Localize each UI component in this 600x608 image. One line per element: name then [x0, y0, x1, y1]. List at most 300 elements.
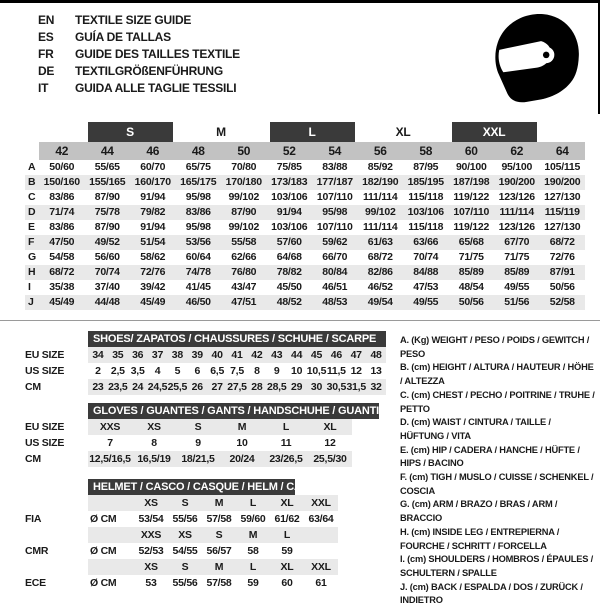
table-cell: 87/90: [231, 206, 257, 218]
table-cell: 35: [112, 349, 124, 361]
table-cell: 50/56: [458, 296, 484, 308]
table-cell: XS: [144, 561, 158, 573]
size-group-XXL: XXL: [452, 122, 537, 142]
table-cell: 28: [251, 381, 263, 393]
table-cell: 45/49: [49, 296, 75, 308]
table-cell: 60/64: [185, 251, 211, 263]
table-cell: 7,5: [230, 365, 244, 377]
table-cell: 18/21,5: [181, 453, 215, 465]
language-row: [38, 46, 240, 63]
table-cell: 11: [280, 437, 292, 449]
table-row: [25, 363, 386, 379]
table-cell: 25,5: [167, 381, 188, 393]
legend-item: J. (cm) BACK / ESPALDA / DOS / ZURÜCK / INDIETRO: [400, 581, 583, 606]
language-code: IT: [38, 81, 49, 95]
table-cell: 24: [132, 381, 144, 393]
table-cell: [88, 527, 134, 543]
size-group-blank: [543, 122, 583, 142]
table-cell: 29: [291, 381, 303, 393]
size-header-cell: 56: [358, 142, 404, 160]
table-cell: 74/78: [185, 266, 211, 278]
table-cell: 83/86: [185, 206, 211, 218]
table-cell: [304, 543, 338, 559]
table-row: [25, 543, 338, 559]
table-cell: 67/70: [504, 236, 530, 248]
table-cell: 85/89: [458, 266, 484, 278]
table-cell: 23,5: [108, 381, 128, 393]
row-cells: [88, 495, 338, 511]
shoes-table-title: SHOES/ ZAPATOS / CHAUSSURES / SCHUHE / SCARPE: [88, 331, 386, 347]
row-cells: [88, 435, 352, 451]
table-cell: 59/62: [322, 236, 348, 248]
table-cell: 103/106: [271, 221, 308, 233]
table-cell: 50/56: [549, 281, 575, 293]
table-cell: 10: [291, 365, 303, 377]
table-cell: 49/55: [504, 281, 530, 293]
table-cell: 85/89: [504, 266, 530, 278]
table-cell: 7: [107, 437, 113, 449]
table-cell: 57/58: [206, 513, 232, 525]
table-cell: S: [181, 497, 189, 509]
table-cell: 47/50: [49, 236, 75, 248]
language-title: TEXTILE SIZE GUIDE: [75, 13, 192, 27]
table-cell: L: [283, 529, 291, 541]
table-cell: 165/175: [180, 176, 217, 188]
table-cell: 35/38: [49, 281, 75, 293]
legend-item: E. (cm) HIP / CADERA / HANCHE / HÜFTE / HIPS / BACINO: [400, 444, 580, 469]
language-title: GUIDE DES TAILLES TEXTILE: [75, 47, 240, 61]
helmet-table-title: HELMET / CASCO / CASQUE / HELM / CASCO: [88, 479, 295, 495]
table-cell: 57/60: [276, 236, 302, 248]
size-group-blank: [42, 122, 82, 142]
table-cell: 87/91: [549, 266, 575, 278]
table-cell: 119/122: [453, 221, 490, 233]
table-cell: L: [249, 561, 257, 573]
size-group-M: M: [216, 125, 226, 139]
table-cell: 39/42: [140, 281, 166, 293]
language-code: EN: [38, 13, 55, 27]
table-cell: 58/62: [140, 251, 166, 263]
size-header-cell: 52: [267, 142, 313, 160]
table-cell: S: [215, 529, 223, 541]
table-cell: 177/187: [316, 176, 353, 188]
table-cell: 127/130: [544, 191, 581, 203]
table-cell: 54/55: [172, 545, 198, 557]
table-cell: 107/110: [453, 206, 490, 218]
row-label: [25, 495, 88, 511]
table-cell: 63/64: [308, 513, 334, 525]
size-group-L: L: [270, 122, 355, 142]
table-cell: 68/72: [49, 266, 75, 278]
table-cell: 111/114: [363, 191, 398, 203]
row-cells: [88, 451, 352, 467]
table-cell: 95/98: [322, 206, 348, 218]
table-cell: 43: [271, 349, 283, 361]
table-cell: 10,5: [306, 365, 327, 377]
table-cell: 123/126: [498, 191, 535, 203]
table-cell: 57/58: [206, 577, 232, 589]
table-cell: Ø CM: [90, 513, 117, 525]
table-cell: 49/55: [413, 296, 439, 308]
table-cell: 49/54: [367, 296, 393, 308]
table-cell: 58: [247, 545, 259, 557]
language-code: DE: [38, 64, 55, 78]
table-cell: 9: [273, 365, 280, 377]
table-cell: [88, 559, 134, 575]
table-cell: 107/110: [316, 191, 353, 203]
table-cell: 24,5: [147, 381, 168, 393]
row-cells: [88, 543, 338, 559]
table-row: [25, 160, 585, 175]
table-cell: 111/114: [499, 206, 534, 218]
table-cell: 75/78: [94, 206, 120, 218]
table-cell: [88, 495, 134, 511]
table-row: [25, 575, 338, 591]
table-cell: 6: [194, 365, 201, 377]
table-cell: 44: [291, 349, 303, 361]
table-cell: 48/54: [458, 281, 484, 293]
table-cell: 83/88: [322, 161, 348, 173]
table-cell: Ø CM: [90, 545, 117, 557]
row-label: US SIZE: [25, 437, 65, 449]
table-cell: 105/115: [544, 161, 581, 173]
measurement-legend: [400, 334, 597, 608]
row-label: US SIZE: [25, 365, 65, 377]
size-group-header-row: [25, 122, 585, 142]
table-cell: 82/86: [367, 266, 393, 278]
table-row: [25, 451, 379, 467]
table-cell: 150/160: [43, 176, 80, 188]
table-row: [25, 235, 585, 250]
table-cell: L: [282, 421, 290, 433]
table-cell: 5: [174, 365, 181, 377]
table-cell: 87/90: [94, 191, 120, 203]
table-cell: 13: [370, 365, 382, 377]
size-header-cell: 46: [130, 142, 176, 160]
language-row: [38, 29, 240, 46]
table-cell: 182/190: [362, 176, 399, 188]
table-cell: XXS: [99, 421, 121, 433]
table-cell: 40: [211, 349, 223, 361]
table-cell: 71/74: [49, 206, 75, 218]
table-row: [25, 347, 386, 363]
table-cell: 63/66: [413, 236, 439, 248]
size-header-cell: 42: [39, 142, 85, 160]
table-cell: L: [249, 497, 257, 509]
table-cell: 83/86: [49, 221, 75, 233]
table-cell: 46/50: [185, 296, 211, 308]
table-cell: 123/126: [498, 221, 535, 233]
table-row: [25, 379, 386, 395]
table-cell: 70/74: [413, 251, 439, 263]
table-cell: 103/106: [271, 191, 308, 203]
table-cell: 90/100: [455, 161, 487, 173]
row-label: ECE: [25, 577, 46, 589]
table-cell: 119/122: [453, 191, 490, 203]
table-cell: XL: [280, 561, 294, 573]
table-cell: 20/24: [229, 453, 255, 465]
table-cell: 52/53: [138, 545, 164, 557]
language-code: FR: [38, 47, 54, 61]
table-cell: XXL: [311, 561, 331, 573]
table-cell: 48: [370, 349, 382, 361]
row-label: EU SIZE: [25, 349, 65, 361]
table-cell: XS: [178, 529, 192, 541]
row-label: CMR: [25, 545, 49, 557]
size-group-S: S: [88, 122, 173, 142]
size-header-cell: 58: [403, 142, 449, 160]
legend-item: H. (cm) INSIDE LEG / ENTREPIERNA / FOURCHE / SCHRITT / FORCELLA: [400, 526, 560, 551]
table-cell: 60: [281, 577, 293, 589]
table-cell: XS: [144, 497, 158, 509]
table-cell: 26: [191, 381, 203, 393]
table-cell: 9: [195, 437, 201, 449]
table-cell: 115/118: [408, 191, 444, 203]
table-cell: 62/66: [231, 251, 257, 263]
table-cell: 36: [132, 349, 144, 361]
table-cell: 25,5/30: [313, 453, 347, 465]
table-cell: 83/86: [49, 191, 75, 203]
textile-size-table: [25, 122, 585, 310]
row-letter-label: G: [28, 251, 36, 263]
table-cell: 115/119: [544, 206, 580, 218]
language-title: GUÍA DE TALLAS: [75, 30, 171, 44]
table-cell: 70/80: [231, 161, 257, 173]
table-cell: 61: [315, 577, 327, 589]
table-cell: 12,5/16,5: [89, 453, 131, 465]
table-cell: 78/82: [276, 266, 302, 278]
table-cell: 155/165: [89, 176, 126, 188]
table-cell: 23/26,5: [269, 453, 303, 465]
table-cell: 10: [236, 437, 248, 449]
table-cell: 103/106: [407, 206, 444, 218]
table-cell: 61/63: [367, 236, 393, 248]
table-cell: 72/76: [549, 251, 575, 263]
language-title: GUIDA ALLE TAGLIE TESSILI: [75, 81, 237, 95]
table-cell: 32: [370, 381, 382, 393]
table-cell: 8: [151, 437, 157, 449]
table-cell: [304, 527, 338, 543]
table-row: [25, 190, 585, 205]
table-cell: 11,5: [326, 365, 346, 377]
legend-item: I. (cm) SHOULDERS / HOMBROS / ÉPAULES / SCHULTERN / SPALLE: [400, 554, 593, 578]
table-cell: 65/75: [185, 161, 211, 173]
table-cell: 47/53: [413, 281, 439, 293]
table-row: [25, 559, 338, 575]
table-cell: 30,5: [326, 381, 347, 393]
legend-item: B. (cm) HEIGHT / ALTURA / HAUTEUR / HÖHE / ALTEZZA: [400, 362, 594, 387]
legend-item: G. (cm) ARM / BRAZO / BRAS / ARM / BRACCIO: [400, 499, 558, 524]
row-label: CM: [25, 453, 41, 465]
table-cell: 53/54: [138, 513, 164, 525]
table-cell: 45/49: [140, 296, 166, 308]
size-header-cell: 64: [540, 142, 586, 160]
table-cell: 42: [251, 349, 263, 361]
table-cell: 61/62: [274, 513, 300, 525]
top-border: [0, 0, 600, 3]
table-cell: 55/58: [231, 236, 257, 248]
table-cell: 53: [145, 577, 157, 589]
table-cell: 27,5: [227, 381, 247, 393]
table-cell: 111/114: [363, 221, 398, 233]
table-cell: 46/52: [367, 281, 393, 293]
size-header-cell: 50: [221, 142, 267, 160]
table-cell: 187/198: [453, 176, 490, 188]
table-cell: 38: [171, 349, 183, 361]
table-cell: 48/52: [276, 296, 302, 308]
table-cell: 37: [151, 349, 164, 361]
table-cell: 2,5: [110, 365, 125, 377]
language-row: [38, 80, 240, 97]
size-header-cell: 62: [494, 142, 540, 160]
table-cell: 160/170: [134, 176, 171, 188]
size-header-cell: 44: [85, 142, 131, 160]
table-cell: 49/52: [94, 236, 120, 248]
table-cell: 30: [310, 381, 323, 393]
table-cell: 2: [95, 365, 101, 377]
row-letter-label: I: [28, 281, 31, 293]
table-cell: 56/57: [206, 545, 232, 557]
table-cell: 91/94: [140, 221, 166, 233]
table-row: [25, 250, 585, 265]
table-row: [25, 280, 585, 295]
table-cell: 173/183: [271, 176, 308, 188]
table-cell: 59/60: [240, 513, 266, 525]
table-cell: 47/51: [231, 296, 257, 308]
table-cell: Ø CM: [90, 577, 117, 589]
table-cell: 53/56: [185, 236, 211, 248]
table-cell: 68/72: [549, 236, 575, 248]
table-cell: 54/58: [49, 251, 75, 263]
table-cell: 51/54: [140, 236, 166, 248]
table-cell: 12: [350, 365, 362, 377]
table-cell: 190/200: [498, 176, 535, 188]
table-cell: 107/110: [316, 221, 353, 233]
table-row: [25, 419, 379, 435]
table-cell: 45/50: [276, 281, 302, 293]
table-cell: 37/40: [94, 281, 120, 293]
table-cell: 44/48: [94, 296, 120, 308]
shoes-table: [25, 331, 386, 395]
table-cell: M: [214, 497, 224, 509]
row-cells: [88, 347, 386, 363]
table-cell: 55/65: [94, 161, 120, 173]
table-cell: XXS: [140, 529, 162, 541]
size-group-XL: XL: [395, 125, 411, 139]
table-row: [25, 205, 585, 220]
table-cell: 3,5: [130, 365, 145, 377]
language-header: [38, 12, 240, 97]
row-letter-label: E: [28, 221, 35, 233]
row-cells: [88, 379, 386, 395]
table-row: [25, 527, 338, 543]
table-cell: 99/102: [228, 191, 260, 203]
table-row: [25, 175, 585, 190]
legend-item: F. (cm) TIGH / MUSLO / CUISSE / SCHENKEL / COSCIA: [400, 472, 594, 496]
row-letter-label: A: [28, 161, 36, 173]
size-header-cell: 54: [312, 142, 358, 160]
table-cell: 27: [211, 381, 223, 393]
row-label: EU SIZE: [25, 421, 65, 433]
table-cell: 59: [281, 545, 293, 557]
section-divider: [0, 320, 600, 321]
legend-item: A. (Kg) WEIGHT / PESO / POIDS / GEWITCH / PESO: [400, 335, 590, 359]
table-cell: XL: [280, 497, 294, 509]
table-cell: 87/95: [413, 161, 439, 173]
row-label: CM: [25, 381, 41, 393]
row-letter-label: J: [28, 296, 34, 308]
table-cell: 99/102: [228, 221, 260, 233]
table-row: [25, 295, 585, 310]
table-cell: 64/68: [276, 251, 302, 263]
helmet-icon: [486, 8, 588, 110]
table-cell: 71/75: [504, 251, 530, 263]
table-cell: M: [237, 421, 247, 433]
size-row-spacer: [25, 142, 39, 160]
table-cell: 23: [92, 381, 104, 393]
row-label: FIA: [25, 513, 42, 525]
table-cell: 50/60: [49, 161, 75, 173]
row-cells: [88, 419, 352, 435]
row-cells: [88, 575, 338, 591]
row-letter-label: H: [28, 266, 36, 278]
table-cell: 8: [254, 365, 260, 377]
table-row: [25, 220, 585, 235]
table-cell: 115/118: [408, 221, 444, 233]
table-cell: 34: [92, 349, 104, 361]
language-row: [38, 12, 240, 29]
table-cell: 56/60: [94, 251, 120, 263]
table-row: [25, 435, 379, 451]
legend-item: C. (cm) CHEST / PECHO / POITRINE / TRUHE / PETTO: [400, 389, 595, 414]
table-cell: S: [181, 561, 189, 573]
table-cell: 127/130: [544, 221, 581, 233]
language-code: ES: [38, 30, 54, 44]
table-cell: 43/47: [231, 281, 257, 293]
table-cell: 72/76: [140, 266, 166, 278]
table-cell: 85/92: [367, 161, 393, 173]
table-cell: 91/94: [276, 206, 302, 218]
table-cell: 48/53: [322, 296, 348, 308]
table-cell: 47: [350, 349, 362, 361]
helmet-table: [25, 479, 338, 591]
table-row: [25, 265, 585, 280]
language-title: TEXTILGRÖßENFÜHRUNG: [75, 64, 223, 78]
table-cell: 190/200: [544, 176, 581, 188]
table-cell: 51/56: [504, 296, 530, 308]
row-cells: [88, 559, 338, 575]
table-cell: 185/195: [407, 176, 444, 188]
table-cell: 75/85: [276, 161, 302, 173]
table-cell: 99/102: [364, 206, 396, 218]
table-cell: 170/180: [225, 176, 262, 188]
table-cell: 60/70: [140, 161, 166, 173]
table-cell: 71/75: [458, 251, 484, 263]
table-cell: 28,5: [267, 381, 287, 393]
table-cell: 41/45: [185, 281, 211, 293]
table-cell: 65/68: [458, 236, 484, 248]
table-cell: 55/56: [172, 513, 198, 525]
row-label: [25, 559, 88, 575]
table-cell: 95/98: [185, 191, 211, 203]
table-cell: XXL: [311, 497, 331, 509]
table-cell: XS: [147, 421, 161, 433]
table-cell: 70/74: [94, 266, 120, 278]
table-cell: M: [214, 561, 224, 573]
table-cell: M: [248, 529, 258, 541]
table-cell: 66/70: [322, 251, 348, 263]
row-letter-label: F: [28, 236, 35, 248]
